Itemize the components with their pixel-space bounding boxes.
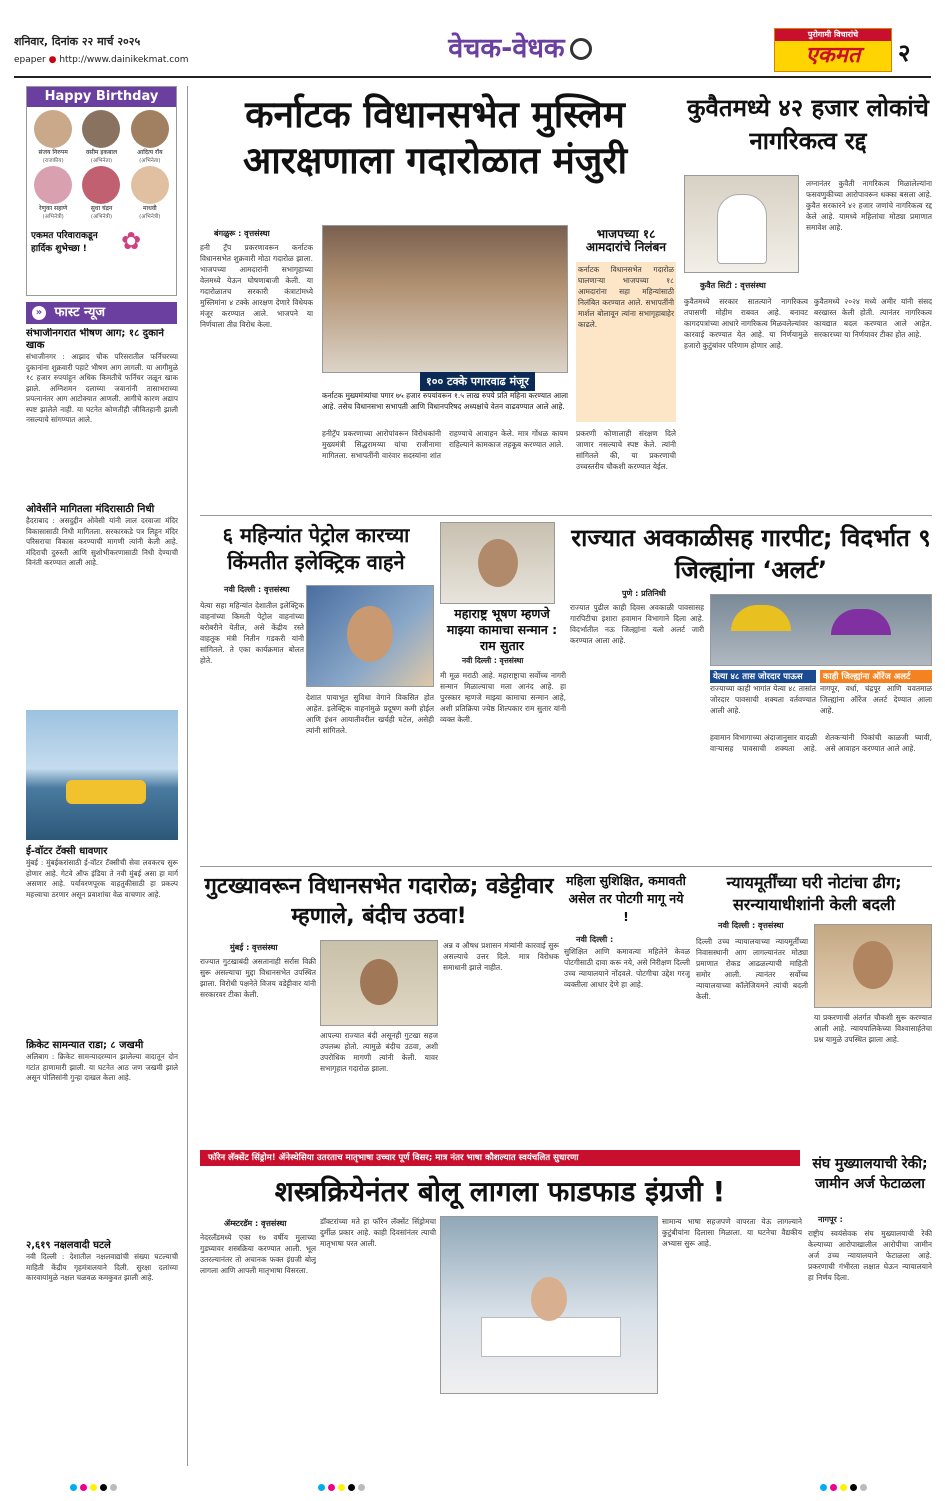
- byline-karnataka: बंगळुरू : वृत्तसंस्था: [214, 229, 270, 238]
- byline-weather: पुणे : प्रतिनिधी: [622, 589, 666, 598]
- footer-dots-right: [820, 1476, 870, 1495]
- body-gutkha-3: अन्न व औषध प्रशासन मंत्र्यांनी कारवाई सुरू असल्याचे उत्तर दिले. मात्र विरोधक समाधानी झाले नाहीत.: [443, 941, 559, 972]
- header-epaper[interactable]: [14, 55, 188, 65]
- section-title: [405, 28, 635, 78]
- news-body: हैदराबाद : असदुद्दीन ओवेसी यांनी लाल दरवाजा मंदिर विकासासाठी निधी मागितला. सरकारकडे पत्र लिहून मंदिर परिसराचा विकास करण्याची मागणी त्यांनी केली आहे. मंदिराची दुरुस्ती आणि सुशोभीकरणासाठी निधी देण्याची विनंती करण्यात आली आहे.: [26, 516, 178, 567]
- section-title-text: वेचक-वेधक: [448, 33, 565, 64]
- judge-figure: [853, 941, 893, 989]
- news-headline: २,६१९ नक्षलवादी घटले: [26, 1240, 111, 1251]
- site-url[interactable]: http://www.dainikekmat.com: [59, 55, 189, 65]
- body-english-3: सामान्य भाषा सहजपणे वापरता येऊ लागल्याने कुटुंबीयांना दिलासा मिळाला. या घटनेचा वैद्यकीय अभ्यास सुरू आहे.: [662, 1217, 802, 1248]
- body-english-2: डॉक्टरांच्या मते हा फॉरेन लॅक्सेंट सिंड्रोमचा दुर्मीळ प्रकार आहे. काही दिवसांनंतर त्याची मातृभाषा परत आली.: [320, 1217, 436, 1248]
- photo-gadkari: [306, 585, 434, 687]
- news-body: अलिबाग : क्रिकेट सामन्यादरम्यान झालेल्या वादातून दोन गटांत हाणामारी झाली. या घटनेत आठ जण जखमी झाले असून पोलिसांनी गुन्हा दाखल केला आहे.: [26, 1052, 178, 1082]
- avatar: [82, 110, 120, 148]
- photo-vadettiwar: [320, 940, 438, 1026]
- caption-tag-karnataka: १०० टक्के पगारवाढ मंजूर: [420, 372, 535, 391]
- news-item: [26, 846, 178, 1036]
- headline-rss: संघ मुख्यालयाची रेकी; जामीन अर्ज फेटाळला: [812, 1156, 928, 1192]
- body-ram-sutar: मी मूळ मराठी आहे. महाराष्ट्राचा सर्वोच्च नागरी सन्मान मिळाल्याचा मला आनंद आहे. हा पुरस्कार म्हणजे माझ्या कामाचा सन्मान आहे, अशी प्रतिक्रिया ज्येष्ठ शिल्पकार राम सुतार यांनी व्यक्त केली.: [440, 671, 566, 724]
- body-gutkha-1: राज्यात गुटखाबंदी असतानाही सर्रास विक्री सुरू असल्याचा मुद्दा विधानसभेत उपस्थित झाला. विरोधी पक्षनेते विजय वडेट्टीवार यांनी सरकारवर टीका केली.: [200, 957, 316, 999]
- body-weather-2: हवामान विभागाच्या अंदाजानुसार वादळी वाऱ्यासह पावसाची शक्यता आहे. शेतकऱ्यांनी पिकांची काळजी घ्यावी, असे आवाहन करण्यात आले आहे.: [710, 733, 932, 753]
- gadkari-figure: [347, 606, 393, 662]
- photo-rain: [710, 594, 932, 666]
- news-item: [26, 328, 178, 500]
- byline-english: ॲम्स्टरडॅम : वृत्तसंस्था: [224, 1219, 287, 1228]
- fast-news-title: [26, 302, 177, 324]
- byline-ev: नवी दिल्ली : वृत्तसंस्था: [224, 585, 290, 594]
- cake-icon: ✿: [121, 227, 142, 255]
- page-number: २: [898, 39, 911, 67]
- byline-alimony: नवी दिल्ली :: [576, 935, 614, 944]
- birthday-person: [78, 110, 124, 164]
- news-headline: क्रिकेट सामन्यात राडा; ८ जखमी: [26, 1040, 144, 1051]
- footer-dots-mid: [318, 1476, 368, 1495]
- avatar: [131, 166, 169, 204]
- body-kuwait-3: कुवैतमध्ये २०२४ मध्ये अमीर यांनी संसद बरखास्त केली होती. त्यानंतर नागरिकत्व कायद्यात बदल करण्यात आले आहेत. सरकारच्या या निर्णयावर टीका होत आहे.: [814, 297, 932, 339]
- headline-ram-sutar: महाराष्ट्र भूषण म्हणजे माझ्या कामाचा सन्मान : राम सुतार: [446, 606, 558, 653]
- news-body: संभाजीनगर : आझाद चौक परिसरातील फर्निचरच्या दुकानांना शुक्रवारी पहाटे भीषण आग लागली. या आगीमुळे १८ हजार रुपयांहून अधिक किमतीचे फर्निचर जळून खाक झाले. अग्निशमन दलाच्या जवानांनी तासाभराच्या प्रयत्नानंतर आग आटोक्यात आणली. आगीचे कारण अद्याप स्पष्ट झालेले नाही. या घटनेत कोणतीही जीवितहानी झाली नसल्याचे सांगण्यात आले.: [26, 352, 178, 424]
- headline-ev: ६ महिन्यांत पेट्रोल कारच्या किंमतीत इलेक्ट्रिक वाहने: [222, 523, 410, 574]
- byline-rss: नागपूर :: [818, 1215, 843, 1224]
- photo-kuwait-emir: [684, 175, 799, 273]
- header-rule: [14, 76, 931, 78]
- brand-box: [774, 28, 892, 72]
- patient-figure: [531, 1277, 567, 1321]
- body-english-1: नेदरलँडमध्ये एका १७ वर्षीय मुलाच्या गुडघ्यावर शस्त्रक्रिया करण्यात आली. भूल उतरल्यानंतर तो अचानक फक्त इंग्रजी बोलू लागला आणि आपली मातृभाषा विसरला.: [200, 1233, 316, 1275]
- birthday-title: Happy Birthday: [27, 87, 176, 107]
- divider-h-1: [200, 515, 932, 516]
- sub-weather-2-body: नागपूर, वर्धा, चंद्रपूर आणि यवतमाळ जिल्ह्यांना ऑरेंज अलर्ट देण्यात आला आहे.: [820, 684, 932, 715]
- photo-judge: [814, 924, 932, 1008]
- avatar: [131, 110, 169, 148]
- body-judge-2: या प्रकरणाची अंतर्गत चौकशी सुरू करण्यात आली आहे. न्यायपालिकेच्या विश्वासार्हतेचा प्रश्न यामुळे उपस्थित झाला आहे.: [814, 1013, 932, 1044]
- body-karnataka-1: हनी ट्रॅप प्रकरणावरून कर्नाटक विधानसभेत शुक्रवारी मोठा गदारोळ झाला. भाजपच्या आमदारांनी सभागृहाच्या वेलमध्ये येऊन घोषणाबाजी केली. या गदारोळातच सरकारी कंत्राटांमध्ये मुस्लिमांना ४ टक्के आरक्षण देणारे विधेयक मंजूर करण्यात आले. भाजपने या निर्णयाला तीव्र विरोध केला.: [200, 243, 313, 329]
- person-name: रेणुका सहाणे: [39, 205, 68, 212]
- avatar: [34, 110, 72, 148]
- birthday-person: [78, 166, 124, 220]
- person-role: (अभिनेत्री): [42, 214, 64, 220]
- sub-weather-2-head: काही जिल्ह्यांना ऑरेंज अलर्ट: [820, 670, 932, 683]
- fast-news-list: [26, 328, 178, 1463]
- byline-judge: नवी दिल्ली : वृत्तसंस्था: [718, 921, 784, 930]
- header-date: शनिवार, दिनांक २२ मार्च २०२५: [14, 35, 141, 48]
- body-karnataka-3: प्रकरणी कोणालाही संरक्षण दिले जाणार नसल्याचे स्पष्ट केले. त्यांनी सांगितले की, या प्रकरणाची उच्चस्तरीय चौकशी करण्यात येईल.: [576, 429, 676, 471]
- side-headline-bjp: भाजपच्या १८ आमदारांचे निलंबन: [585, 227, 667, 255]
- water-taxi-shape: [66, 780, 146, 804]
- person-role: (अभिनेत्री): [90, 214, 113, 220]
- body-rss: राष्ट्रीय स्वयंसेवक संघ मुख्यालयाची रेकी केल्याच्या आरोपाखालील आरोपीचा जामीन अर्ज उच्च न्यायालयाने फेटाळला आहे. प्रकरणाची गंभीरता लक्षात घेऊन न्यायालयाने हा निर्णय दिला.: [808, 1229, 932, 1282]
- headline-english: शस्त्रक्रियेनंतर बोलू लागला फाडफाड इंग्रजी !: [274, 1175, 726, 1208]
- body-ev-2: देशात पायाभूत सुविधा वेगाने विकसित होत आहेत. इलेक्ट्रिक वाहनांमुळे प्रदूषण कमी होईल आणि इंधन आयातीवरील खर्चही घटेल, असेही त्यांनी सांगितले.: [306, 693, 434, 735]
- news-item: [26, 1240, 178, 1402]
- birthday-person: [30, 166, 76, 220]
- news-headline: ई-वॉटर टॅक्सी धावणार: [26, 846, 108, 857]
- sub-weather-1: [710, 670, 816, 733]
- bed-shape: [481, 1317, 621, 1357]
- news-body: मुंबई : मुंबईकरांसाठी ई-वॉटर टॅक्सीची सेवा लवकरच सुरू होणार आहे. गेटवे ऑफ इंडिया ते नवी मुंबई असा हा मार्ग असणार आहे. पर्यावरणपूरक वाहतुकीसाठी हा प्रकल्प महत्त्वाचा ठरणार असून प्रवाशांचा वेळ वाचणार आहे.: [26, 858, 178, 899]
- person-role: (राजकीय): [42, 158, 64, 164]
- sub-weather-2: [820, 670, 932, 733]
- byline-ram-sutar: नवी दिल्ली : वृत्तसंस्था: [462, 656, 524, 665]
- person-name: सुधा चंद्रन: [90, 205, 113, 212]
- headline-kuwait: कुवैतमध्ये ४२ हजार लोकांचे नागरिकत्व रद्द: [687, 94, 929, 155]
- body-kuwait-1: लग्नानंतर कुवैती नागरिकत्व मिळालेल्यांना फसवणुकीच्या आरोपावरून धक्का बसला आहे. कुवैत सरकारने ४२ हजार जणांचे नागरिकत्व रद्द केले आहे. यामध्ये महिलांचा मोठ्या प्रमाणात समावेश आहे.: [806, 179, 932, 232]
- body-alimony: सुशिक्षित आणि कमावत्या महिलेने केवळ पोटगीसाठी दावा करू नये, असे निरीक्षण दिल्ली उच्च न्यायालयाने नोंदवले. पोटगीचा उद्देश गरजू व्यक्तीला आधार देणे हा आहे.: [564, 947, 690, 989]
- body-gutkha-2: आपल्या राज्यात बंदी असूनही गुटखा सहज उपलब्ध होतो. त्यामुळे बंदीच उठवा, अशी उपरोधिक मागणी त्यांनी केली. यावर सभागृहात गदारोळ झाला.: [320, 1031, 438, 1073]
- sub-weather-1-body: राज्याच्या काही भागांत येत्या ४८ तासांत जोरदार पावसाची शक्यता वर्तवण्यात आली आहे.: [710, 684, 816, 715]
- umbrella-shape: [731, 605, 791, 631]
- news-headline: संभाजीनगरात भीषण आग; १८ दुकाने खाक: [26, 328, 164, 351]
- headline-gutkha: गुटख्यावरून विधानसभेत गदारोळ; वडेट्टीवार म्हणाले, बंदीच उठवा!: [204, 874, 554, 929]
- avatar: [82, 166, 120, 204]
- news-photo: [26, 710, 178, 840]
- headline-weather: राज्यात अवकाळीसह गारपीट; विदर्भात ९ जिल्ह्यांना ‘अलर्ट’: [571, 524, 931, 584]
- caption-kuwait: कुवैत सिटी : वृत्तसंस्था: [700, 281, 766, 290]
- birthday-box: [26, 86, 177, 296]
- news-body: नवी दिल्ली : देशातील नक्षलवाद्यांची संख्या घटल्याची माहिती केंद्रीय गृहमंत्रालयाने दिली. सुरक्षा दलांच्या कारवायांमुळे नक्षल चळवळ कमकुवत झाली आहे.: [26, 1252, 178, 1282]
- headline-alimony: महिला सुशिक्षित, कमावती असेल तर पोटगी मागू नये !: [566, 873, 686, 924]
- photo-ram-sutar: [440, 522, 555, 604]
- news-item: [26, 504, 178, 706]
- photo-patient: [440, 1216, 658, 1394]
- photo-assembly: [322, 225, 568, 373]
- bullet-dot-icon: »: [32, 306, 46, 320]
- umbrella-shape: [831, 609, 891, 635]
- headline-judge: न्यायमूर्तींच्या घरी नोटांचा ढीग; सरन्यायाधीशांनी केली बदली: [726, 873, 902, 914]
- fast-news-label: फास्ट न्यूज: [54, 305, 106, 320]
- birthday-wish: [27, 223, 176, 259]
- avatar: [34, 166, 72, 204]
- side-body-bjp: कर्नाटक विधानसभेत गदारोळ घालणाऱ्या भाजपच्या १८ आमदारांना सहा महिन्यांसाठी निलंबित करण्यात आले. सभापतींनी मार्शल बोलावून त्यांना सभागृहाबाहेर काढले.: [576, 262, 676, 422]
- birthday-wish-text: एकमत परिवाराकडून हार्दिक शुभेच्छा !: [31, 231, 98, 254]
- column-divider: [187, 86, 188, 1466]
- headline-karnataka: कर्नाटक विधानसभेत मुस्लिम आरक्षणाला गदारोळात मंजुरी: [242, 93, 628, 182]
- news-headline: ओवेसींने मागितला मंदिरासाठी निधी: [26, 504, 155, 515]
- sub-weather-1-head: येत्या ४८ तास जोरदार पाऊस: [710, 670, 816, 683]
- footer-dots-left: [70, 1476, 120, 1495]
- divider-h-2: [200, 866, 932, 867]
- birthday-person: [30, 110, 76, 164]
- body-karnataka-2: हनीट्रॅप प्रकरणाच्या आरोपांवरून विरोधकांनी मुख्यमंत्री सिद्धरामय्या यांचा राजीनामा मागितला. सभापतींनी वारंवार सदस्यांना शांत राहण्याचे आवाहन केले. मात्र गोंधळ कायम राहिल्याने कामकाज तहकूब करण्यात आले.: [322, 429, 568, 460]
- magnifier-icon: [570, 38, 592, 60]
- brand-tagline: पुरोगामी विचारांचे: [775, 29, 891, 41]
- body-weather-1: राज्यात पुढील काही दिवस अवकाळी पावसासह गारपिटीचा इशारा हवामान विभागाने दिला आहे. विदर्भातील नऊ जिल्ह्यांना यलो अलर्ट जारी करण्यात आला आहे.: [570, 603, 704, 645]
- person-role: (अभिनेता): [139, 158, 161, 164]
- birthday-grid: [27, 107, 176, 223]
- vadettiwar-figure: [360, 959, 398, 1005]
- globe-icon: ●: [48, 55, 57, 65]
- birthday-person: [127, 110, 173, 164]
- person-role: (अभिनेता): [90, 158, 113, 164]
- brand-logo: एकमत: [805, 43, 861, 68]
- person-role: (अभिनेत्री): [139, 214, 161, 220]
- news-item: [26, 1040, 178, 1236]
- person-name: माधवी: [142, 205, 157, 212]
- person-name: वसीम इकबाल: [85, 149, 118, 156]
- epaper-label: epaper: [14, 55, 46, 65]
- body-judge-1: दिल्ली उच्च न्यायालयाच्या न्यायमूर्तींच्या निवासस्थानी आग लागल्यानंतर मोठ्या प्रमाणात रोकड आढळल्याची माहिती समोर आली. त्यानंतर सर्वोच्च न्यायालयाच्या कॉलेजियमने त्यांची बदली केली.: [696, 937, 808, 1001]
- band-foreign-accent: फॉरेन लॅक्सेंट सिंड्रोम! ॲनेस्थेसिया उतरताच मातृभाषा उच्चार पूर्ण विसर; मात्र नंतर भाषा कौशल्यात स्वयंचलित सुधारणा: [200, 1150, 800, 1166]
- person-name: संजय निरुपम: [38, 149, 68, 156]
- body-ev-1: येत्या सहा महिन्यांत देशातील इलेक्ट्रिक वाहनांच्या किमती पेट्रोल वाहनांच्या बरोबरीने येतील, असे केंद्रीय रस्ते वाहतूक मंत्री नितीन गडकरी यांनी सांगितले. ते एका कार्यक्रमात बोलत होते.: [200, 601, 304, 665]
- birthday-person: [127, 166, 173, 220]
- sutar-figure: [478, 539, 518, 587]
- caption-karnataka: कर्नाटक मुख्यमंत्र्यांचा पगार ७५ हजार रुपयांवरून १.५ लाख रुपये प्रति महिना करण्यात आला आहे. तसेच विधानसभा सभापती आणि विधानपरिषद अध्यक्षांचे वेतन वाढवण्यात आले आहे.: [322, 391, 568, 411]
- body-kuwait-2: कुवैतमध्ये सरकार सातत्याने नागरिकत्व तपासणी मोहीम राबवत आहे. बनावट कागदपत्रांच्या आधारे नागरिकत्व मिळवलेल्यांवर कारवाई करण्यात येत आहे. या निर्णयामुळे हजारो कुटुंबांवर परिणाम होणार आहे.: [684, 297, 808, 350]
- person-name: आदित्य रॉय: [137, 149, 163, 156]
- byline-gutkha: मुंबई : वृत्तसंस्था: [230, 943, 278, 952]
- emir-figure: [717, 194, 767, 264]
